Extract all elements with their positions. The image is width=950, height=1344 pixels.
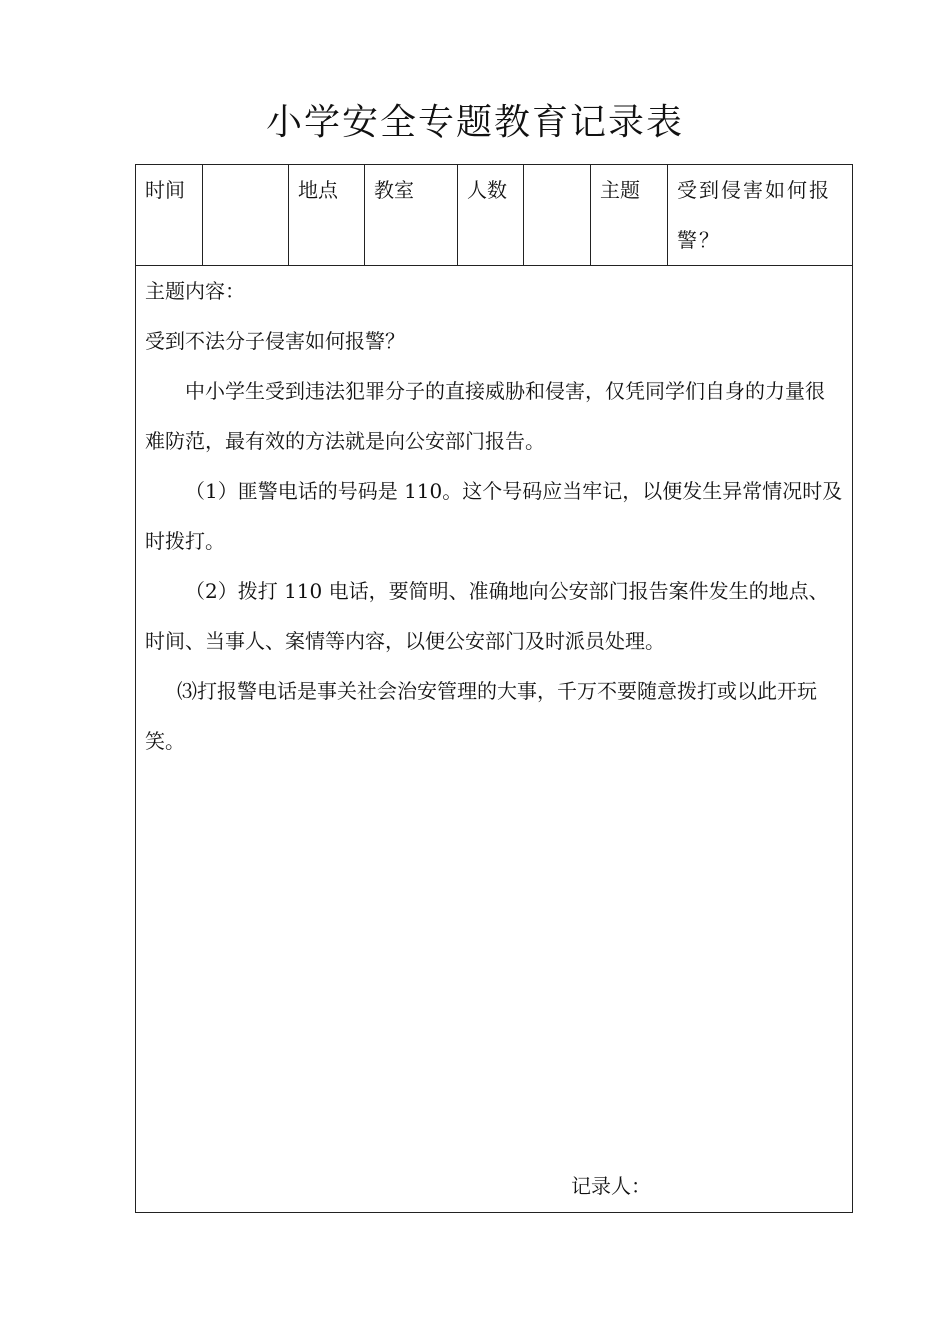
topic-label: 主题 (591, 165, 668, 265)
place-value: 教室 (365, 165, 458, 265)
item-paragraph: （1）匪警电话的号码是 110。这个号码应当牢记，以便发生异常情况时及时拨打。 (145, 479, 843, 553)
item-paragraph: ⑶打报警电话是事关社会治安管理的大事，千万不要随意拨打或以此开玩笑。 (145, 679, 817, 753)
topic-value: 受到侵害如何报警？ (677, 178, 831, 252)
time-value (203, 165, 289, 265)
question-line: 受到不法分子侵害如何报警？ (145, 329, 405, 353)
record-table (135, 164, 853, 1213)
content-body (136, 266, 852, 766)
item-paragraph: （2）拨打 110 电话，要简明、准确地向公安部门报告案件发生的地点、时间、当事人、案情等内容，以便公安部门及时派员处理。 (145, 579, 829, 653)
intro-paragraph: 中小学生受到违法犯罪分子的直接威胁和侵害，仅凭同学们自身的力量很难防范，最有效的方法就是向公安部门报告。 (145, 379, 825, 453)
time-label: 时间 (136, 165, 203, 265)
recorder-label: 记录人： (571, 1174, 651, 1198)
section-label: 主题内容： (145, 279, 245, 303)
place-label: 地点 (289, 165, 365, 265)
count-value (524, 165, 591, 265)
document-title: 小学安全专题教育记录表 (265, 102, 684, 143)
count-label: 人数 (458, 165, 524, 265)
header-row (136, 165, 852, 266)
